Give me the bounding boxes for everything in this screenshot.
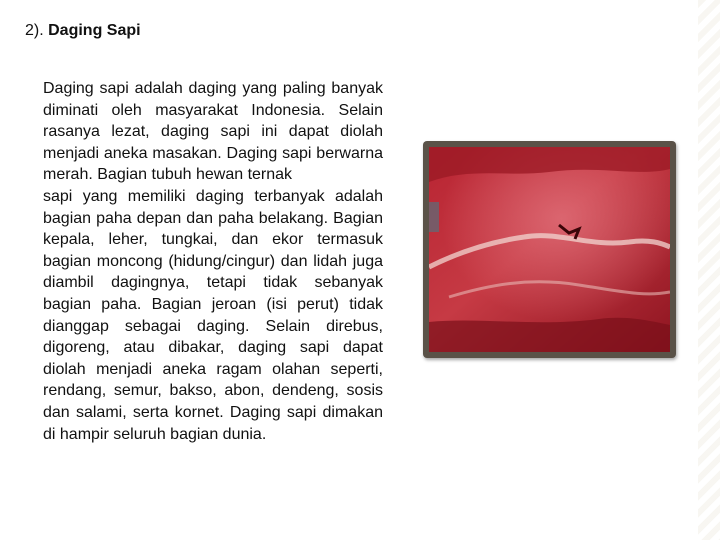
body-text [43, 78, 383, 445]
paragraph-1: Daging sapi adalah daging yang paling banyak diminati oleh masyarakat Indonesia. Selain rasanya lezat, daging sapi ini dapat diolah menjadi aneka masakan. Daging sapi berwarna merah. Bagian tubuh hewan ternak [43, 80, 383, 184]
section-heading [25, 22, 141, 40]
decorative-edge [698, 0, 720, 540]
beef-photo-frame [423, 141, 676, 358]
raw-beef-photo-icon [429, 147, 670, 352]
paragraph-2: sapi yang memiliki daging terbanyak adalah bagian paha depan dan paha belakang. Bagian kepala, leher, tungkai, dan ekor termasuk bagian moncong (hidung/cingur) dan lidah juga diambil dagingnya, tetapi tidak sebanyak bagian paha. Bagian jeroan (isi perut) tidak dianggap sebagai daging. Selain direbus, digoreng, atau dibakar, daging sapi dapat diolah menjadi aneka ragam olahan seperti, rendang, semur, bakso, abon, dendeng, sosis dan salami, serta kornet. Daging sapi dimakan di hampir seluruh bagian dunia. [43, 187, 383, 443]
section-number: 2). [25, 22, 44, 39]
section-title: Daging Sapi [48, 22, 141, 39]
